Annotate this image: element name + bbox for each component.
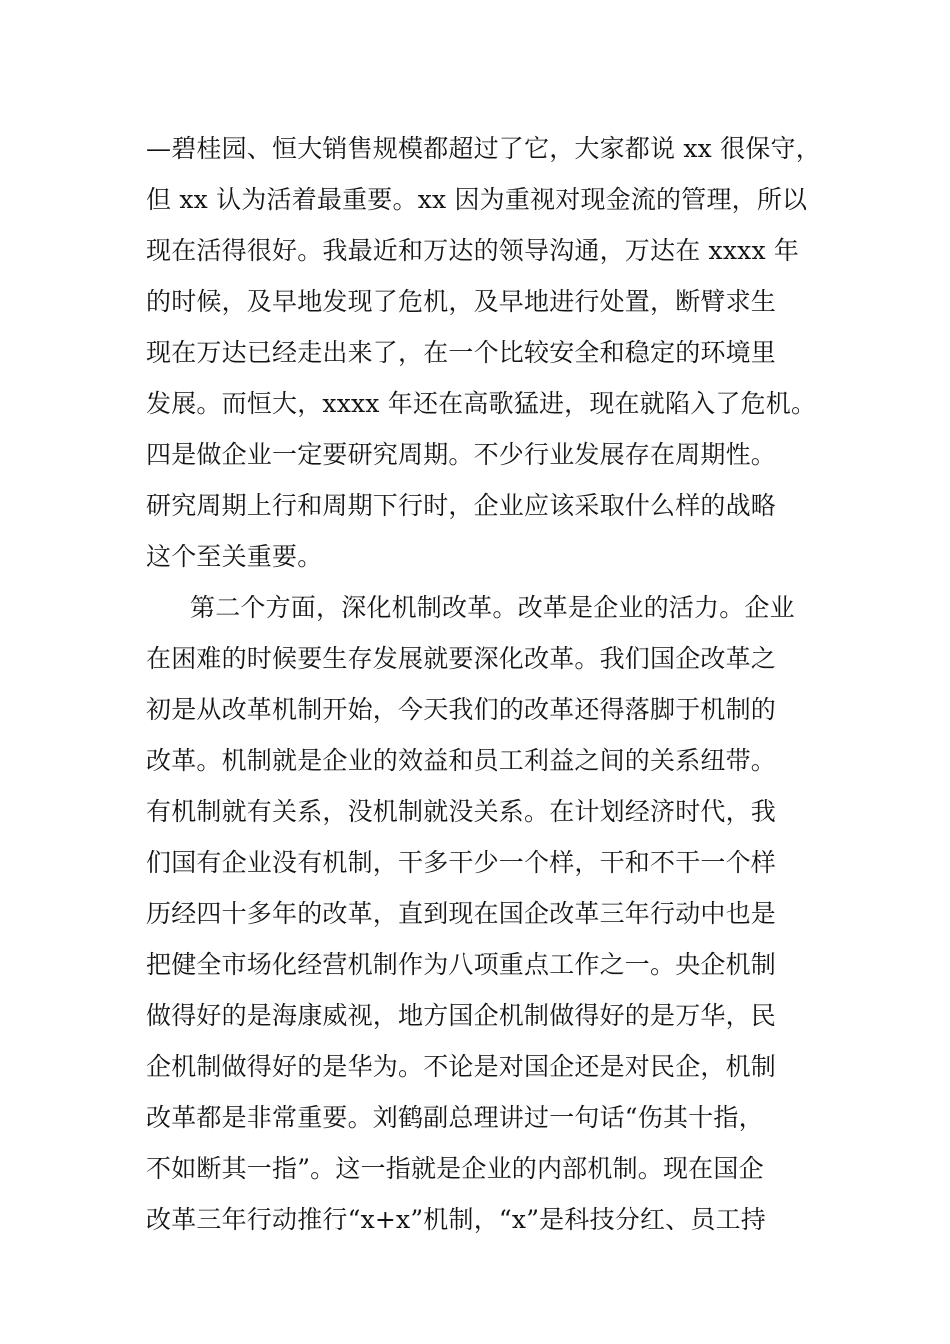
text-line: 的时候，及早地发现了危机，及早地进行处置，断臂求生 bbox=[146, 287, 777, 316]
text-line: 历经四十多年的改革，直到现在国企改革三年行动中也是 bbox=[146, 899, 777, 928]
text-line: 在困难的时候要生存发展就要深化改革。我们国企改革之 bbox=[146, 644, 777, 673]
text-line: 把健全市场化经营机制作为八项重点工作之一。央企机制 bbox=[146, 950, 777, 979]
text-line: 改革。机制就是企业的效益和员工利益之间的关系纽带。 bbox=[146, 746, 777, 775]
text-line: 四是做企业一定要研究周期。不少行业发展存在周期性。 bbox=[146, 440, 777, 469]
text-line: 但 xx 认为活着最重要。xx 因为重视对现金流的管理，所以 bbox=[146, 185, 808, 214]
text-line: 有机制就有关系，没机制就没关系。在计划经济时代，我 bbox=[146, 797, 777, 826]
text-line: 不如断其一指”。这一指就是企业的内部机制。现在国企 bbox=[146, 1154, 764, 1183]
text-line: 这个至关重要。 bbox=[146, 542, 323, 571]
body-text bbox=[146, 123, 846, 1245]
text-line: 现在活得很好。我最近和万达的领导沟通，万达在 xxxx 年 bbox=[146, 236, 800, 265]
text-line: 改革三年行动推行“x+x”机制，“x”是科技分红、员工持 bbox=[146, 1205, 766, 1234]
paragraph-start-line: 第二个方面，深化机制改革。改革是企业的活力。企业 bbox=[190, 593, 795, 622]
text-line: 企机制做得好的是华为。不论是对国企还是对民企，机制 bbox=[146, 1052, 777, 1081]
text-line: 们国有企业没有机制，干多干少一个样，干和不干一个样 bbox=[146, 848, 777, 877]
text-line: 做得好的是海康威视，地方国企机制做得好的是万华，民 bbox=[146, 1001, 777, 1030]
text-line: —碧桂园、恒大销售规模都超过了它，大家都说 xx 很保守， bbox=[146, 134, 821, 163]
text-line: 现在万达已经走出来了，在一个比较安全和稳定的环境里 bbox=[146, 338, 777, 367]
text-line: 研究周期上行和周期下行时，企业应该采取什么样的战略 bbox=[146, 491, 777, 520]
text-line: 发展。而恒大，xxxx 年还在高歌猛进，现在就陷入了危机。 bbox=[146, 389, 817, 418]
text-line: 初是从改革机制开始，今天我们的改革还得落脚于机制的 bbox=[146, 695, 777, 724]
text-line: 改革都是非常重要。刘鹤副总理讲过一句话“伤其十指， bbox=[146, 1103, 764, 1132]
